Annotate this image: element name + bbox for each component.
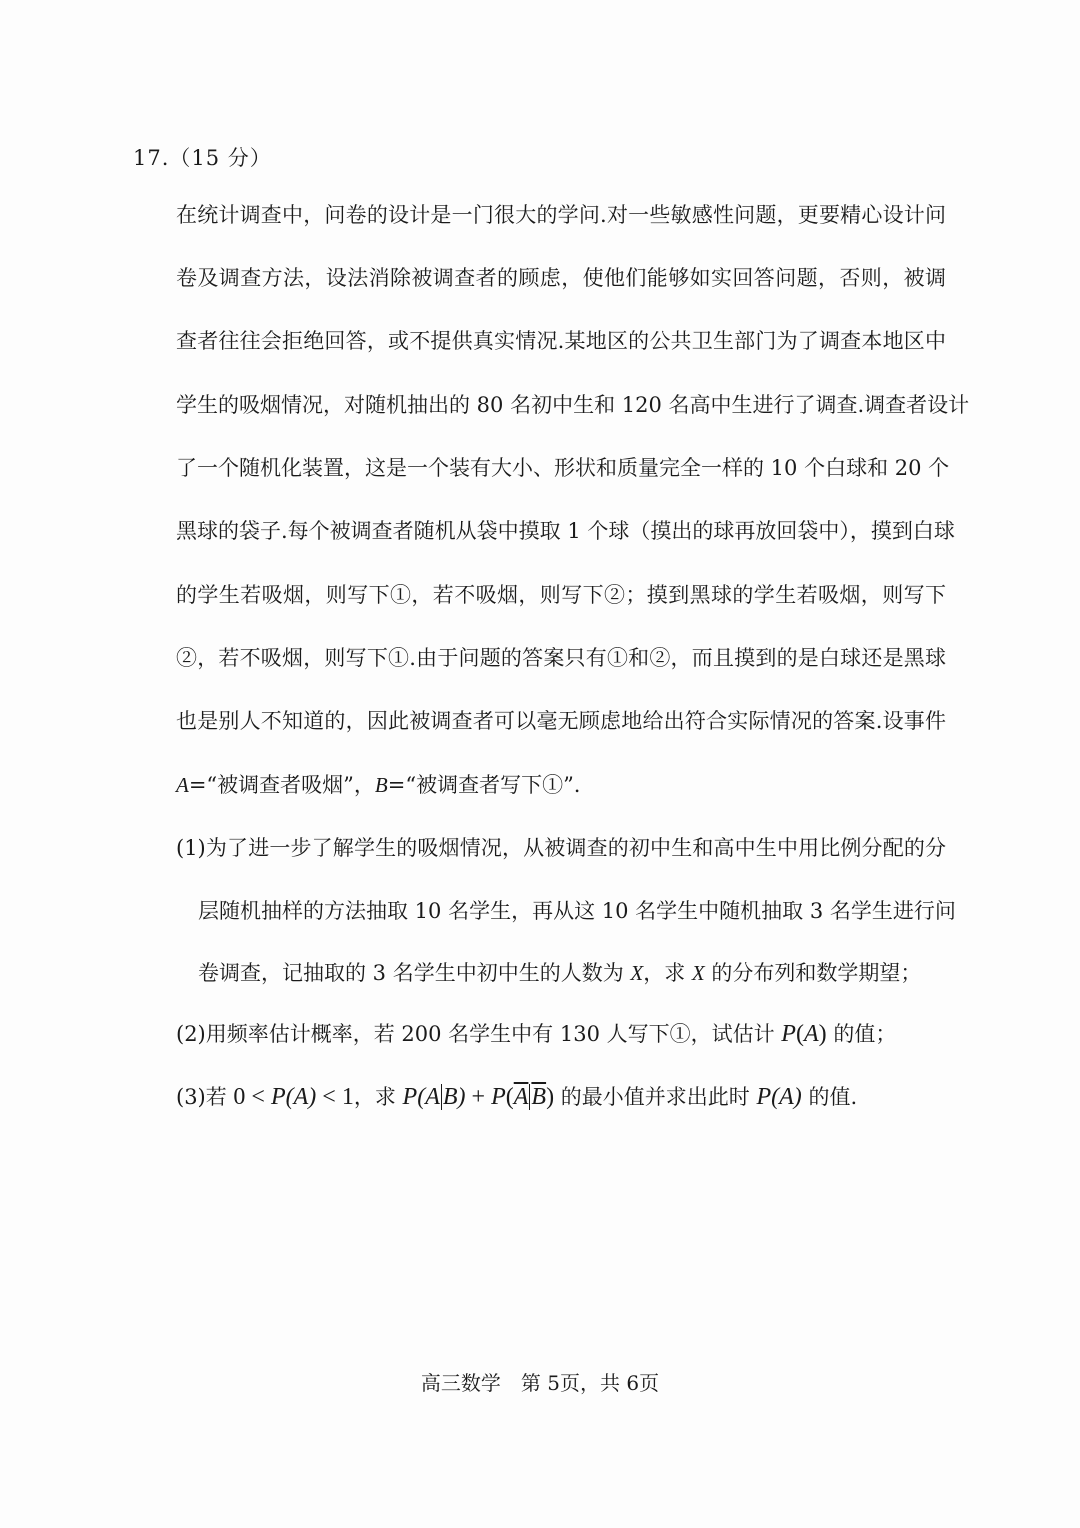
paren: ) (818, 1021, 827, 1047)
paragraph-line: ②，若不吸烟，则写下①.由于问题的答案只有①和②，而且摸到的是白球还是黑球 (176, 646, 946, 670)
paren: ) (546, 1084, 555, 1110)
question-score: （15 分） (169, 146, 272, 170)
prob-p: P (756, 1084, 772, 1110)
event-a-paren: (A) (771, 1084, 802, 1110)
variable-x: X (630, 961, 644, 985)
prob-p: P (270, 1084, 286, 1110)
cond-open: (A (417, 1084, 440, 1110)
part2-text: (2)用频率估计概率，若 200 名学生中有 130 人写下①，试估计 (176, 1022, 782, 1046)
math-zero: 0 < (233, 1084, 271, 1110)
paragraph-line: 的学生若吸烟，则写下①，若不吸烟，则写下②；摸到黑球的学生若吸烟，则写下 (176, 583, 946, 607)
event-b-definition: =“被调查者写下①”. (387, 773, 581, 797)
part1-text: ，求 (643, 961, 692, 985)
paren: ( (795, 1021, 804, 1047)
paragraph-line: 查者往往会拒绝回答，或不提供真实情况.某地区的公共卫生部门为了调查本地区中 (176, 329, 946, 353)
part1-text: 的分布列和数学期望； (704, 961, 922, 985)
conditional-bar (441, 1084, 442, 1110)
part1-line2: 层随机抽样的方法抽取 10 名学生，再从这 10 名学生中随机抽取 3 名学生进行问 (198, 899, 956, 923)
cond-close: B) (442, 1084, 466, 1110)
complement-a: $\overline{A}$ (513, 1084, 529, 1110)
plus-sign: + (465, 1084, 492, 1110)
variable-x: X (691, 961, 705, 985)
paragraph-line: 学生的吸烟情况，对随机抽出的 80 名初中生和 120 名高中生进行了调查.调查者设计 (176, 393, 970, 417)
part3-line (176, 1082, 946, 1112)
paragraph-line: 黑球的袋子.每个被调查者随机从袋中摸取 1 个球（摸出的球再放回袋中），摸到白球 (176, 519, 955, 543)
prob-p: P (491, 1084, 506, 1110)
part1-line3 (198, 958, 946, 988)
paragraph-line: 也是别人不知道的，因此被调查者可以毫无顾虑地给出符合实际情况的答案.设事件 (176, 709, 946, 733)
event-a: A (803, 1021, 819, 1047)
part2-line (176, 1019, 946, 1049)
math-lt-one: < 1 (316, 1084, 354, 1110)
question-number: 17. (133, 146, 170, 170)
page-footer: 高三数学 第 5页，共 6页 (420, 1371, 660, 1395)
paren: ( (505, 1084, 514, 1110)
prob-p: P (402, 1084, 418, 1110)
event-a-paren: (A) (285, 1084, 317, 1110)
part3-text: (3)若 (176, 1085, 234, 1109)
paragraph-line: 了一个随机化装置，这是一个装有大小、形状和质量完全一样的 10 个白球和 20 个 (176, 456, 950, 480)
part3-text: 的最小值并求出此时 (554, 1085, 757, 1109)
part1-text: 卷调查，记抽取的 3 名学生中初中生的人数为 (198, 961, 631, 985)
prob-p: P (781, 1021, 796, 1047)
event-definitions (176, 770, 946, 800)
complement-b: $\overline{B}$ (531, 1084, 547, 1110)
part1-line1: (1)为了进一步了解学生的吸烟情况，从被调查的初中生和高中生中用比例分配的分 (176, 836, 946, 860)
question-header (133, 142, 272, 172)
paragraph-line: 卷及调查方法，设法消除被调查者的顾虑，使他们能够如实回答问题，否则，被调 (176, 266, 946, 290)
event-a-symbol: A (176, 773, 189, 797)
part3-text: 的值. (801, 1085, 858, 1109)
part2-text: 的值； (826, 1022, 897, 1046)
part3-text: ，求 (353, 1085, 403, 1109)
event-b-symbol: B (374, 773, 388, 797)
paragraph-line: 在统计调查中，问卷的设计是一门很大的学问.对一些敏感性问题，更要精心设计问 (176, 203, 946, 227)
event-a-definition: =“被调查者吸烟”， (188, 773, 375, 797)
